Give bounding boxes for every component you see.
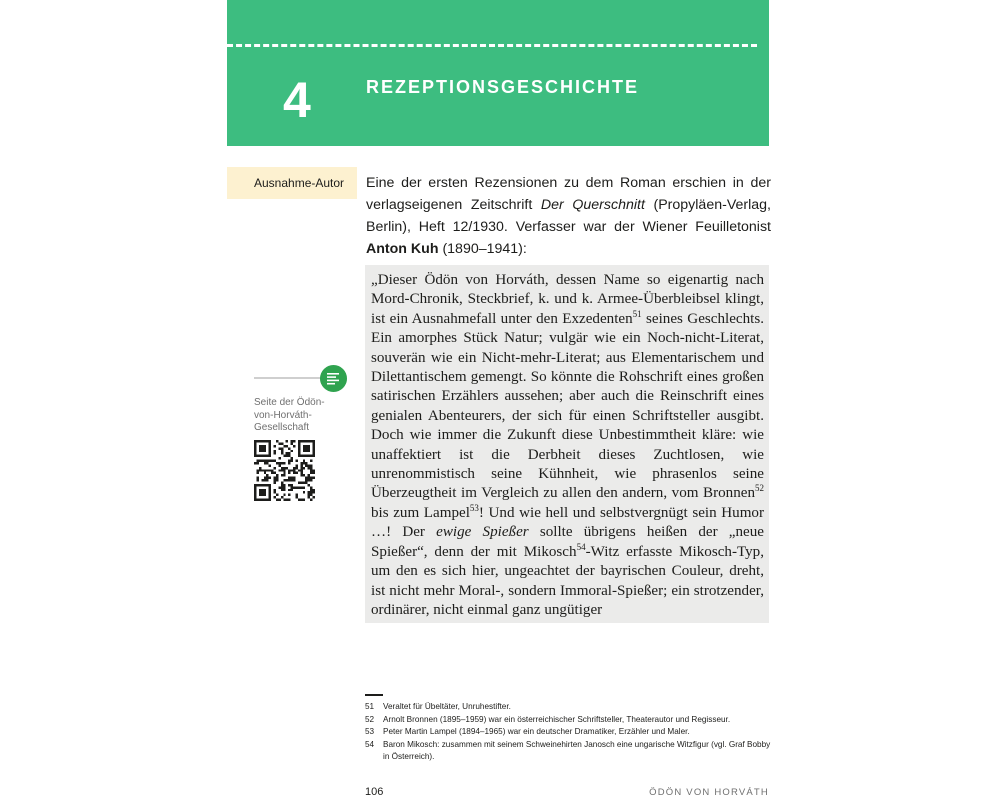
chapter-number: 4	[283, 72, 311, 128]
chapter-title: REZEPTIONSGESCHICHTE	[366, 77, 640, 97]
link-caption-line: Seite der Ödön-	[254, 397, 325, 408]
footnote-54	[365, 739, 775, 764]
footnote-51	[365, 701, 775, 714]
footnote-52	[365, 714, 775, 727]
link-caption[interactable]	[254, 397, 344, 435]
link-connector-line	[254, 377, 322, 379]
quote-segment: sollte übrigens heißen der „neue Spießer“, denn der mit Mikosch	[371, 524, 765, 560]
footnote-number: 54	[365, 739, 375, 749]
quote-segment: „Dieser Ödön von Horváth, dessen Name so eigenartig nach Mord-Chronik, Steckbrief, k. und k. Armee-Überbleibsel klingt, ist ein Ausnahmefall unter den Exzedenten	[371, 272, 764, 327]
intro-text-3: (1890–1941):	[438, 241, 527, 257]
quote-segment: seines Geschlechts. Ein amorphes Stück Natur; vulgär wie ein Noch-nicht-Literat, souverän wie ein Nicht-mehr-Literat; aus Elementarischem und Dilettantischem gemengt. So könnte die Rohschrift eines großen satirischen Erzählers aussehen; aber auch die Reinschrift eines genialen Abenteurers, der sich für einen Schriftsteller ausgibt. Doch wie immer die Zukunft diese Unbestimmtheit kläre: wie unaffektiert ist die Derbheit dieses Zuchtlosen, wie unrenommistisch seine Kühnheit, wie phrasenlos seine Überzeugtheit im Vergleich zu allen den andern, vom Bronnen	[371, 310, 765, 502]
footnote-rule	[365, 694, 383, 696]
footnote-text: Peter Martin Lampel (1894–1965) war ein deutscher Dramatiker, Erzähler und Maler.	[383, 727, 690, 737]
quote-italic-title: ewige Spießer	[436, 524, 529, 541]
chapter-header	[227, 0, 769, 146]
magazine-title: Der Querschnitt	[540, 197, 645, 213]
footnote-text: Veraltet für Übeltäter, Unruhestifter.	[383, 702, 511, 711]
intro-paragraph	[366, 172, 771, 260]
author-name: Anton Kuh	[366, 241, 439, 257]
footnote-ref-51[interactable]: 51	[632, 308, 642, 319]
quote-box	[365, 265, 769, 623]
running-head: ÖDÖN VON HORVÁTH	[649, 787, 769, 798]
qr-code-icon[interactable]	[254, 440, 315, 501]
document-lines-icon	[327, 372, 340, 385]
footnotes	[365, 701, 775, 764]
page-number: 106	[365, 786, 384, 798]
link-caption-line: Gesellschaft	[254, 422, 310, 433]
footnote-text: Baron Mikosch: zusammen mit seinem Schweinehirten Janosch eine ungarische Witzfigur (vgl. Graf Bobby in Österreich).	[383, 739, 771, 762]
quote-text	[371, 271, 764, 620]
margin-keyword: Ausnahme-Autor	[227, 167, 357, 199]
intro-text-2: (Propyläen-Verlag, Berlin), Heft 12/1930. Verfasser war der Wiener Feuilletonist	[366, 197, 771, 235]
intro-text-1: Eine der ersten Rezensionen zu dem Roman erschien in der verlagseigenen Zeitschrift	[366, 175, 771, 213]
header-dashed-rule	[227, 44, 757, 47]
footnote-number: 51	[365, 702, 375, 711]
footnote-number: 53	[365, 727, 375, 737]
footnote-number: 52	[365, 714, 375, 724]
quote-segment: ! Und wie hell und selbstvergnügt sein Humor …! Der	[371, 504, 765, 541]
quote-segment: bis zum Lampel	[371, 504, 470, 521]
footnote-text: Arnolt Bronnen (1895–1959) war ein österreichischer Schriftsteller, Theaterautor und Regisseur.	[383, 714, 731, 724]
footnote-ref-52[interactable]: 52	[755, 483, 764, 494]
footnote-ref-54[interactable]: 54	[576, 541, 586, 552]
document-icon[interactable]	[320, 365, 347, 392]
quote-segment: -Witz erfasste Mikosch-Typ, um den es sich hier, ungeachtet der bayrischen Couleur, dreht, ist nicht mehr Moral-, sondern Immoral-Spießer; ein strotzender, ordinärer, nicht einmal ganz ungütiger	[371, 543, 764, 618]
footnote-53	[365, 726, 775, 739]
footnote-ref-53[interactable]: 53	[469, 502, 479, 513]
link-caption-line: von-Horváth-	[254, 409, 312, 421]
